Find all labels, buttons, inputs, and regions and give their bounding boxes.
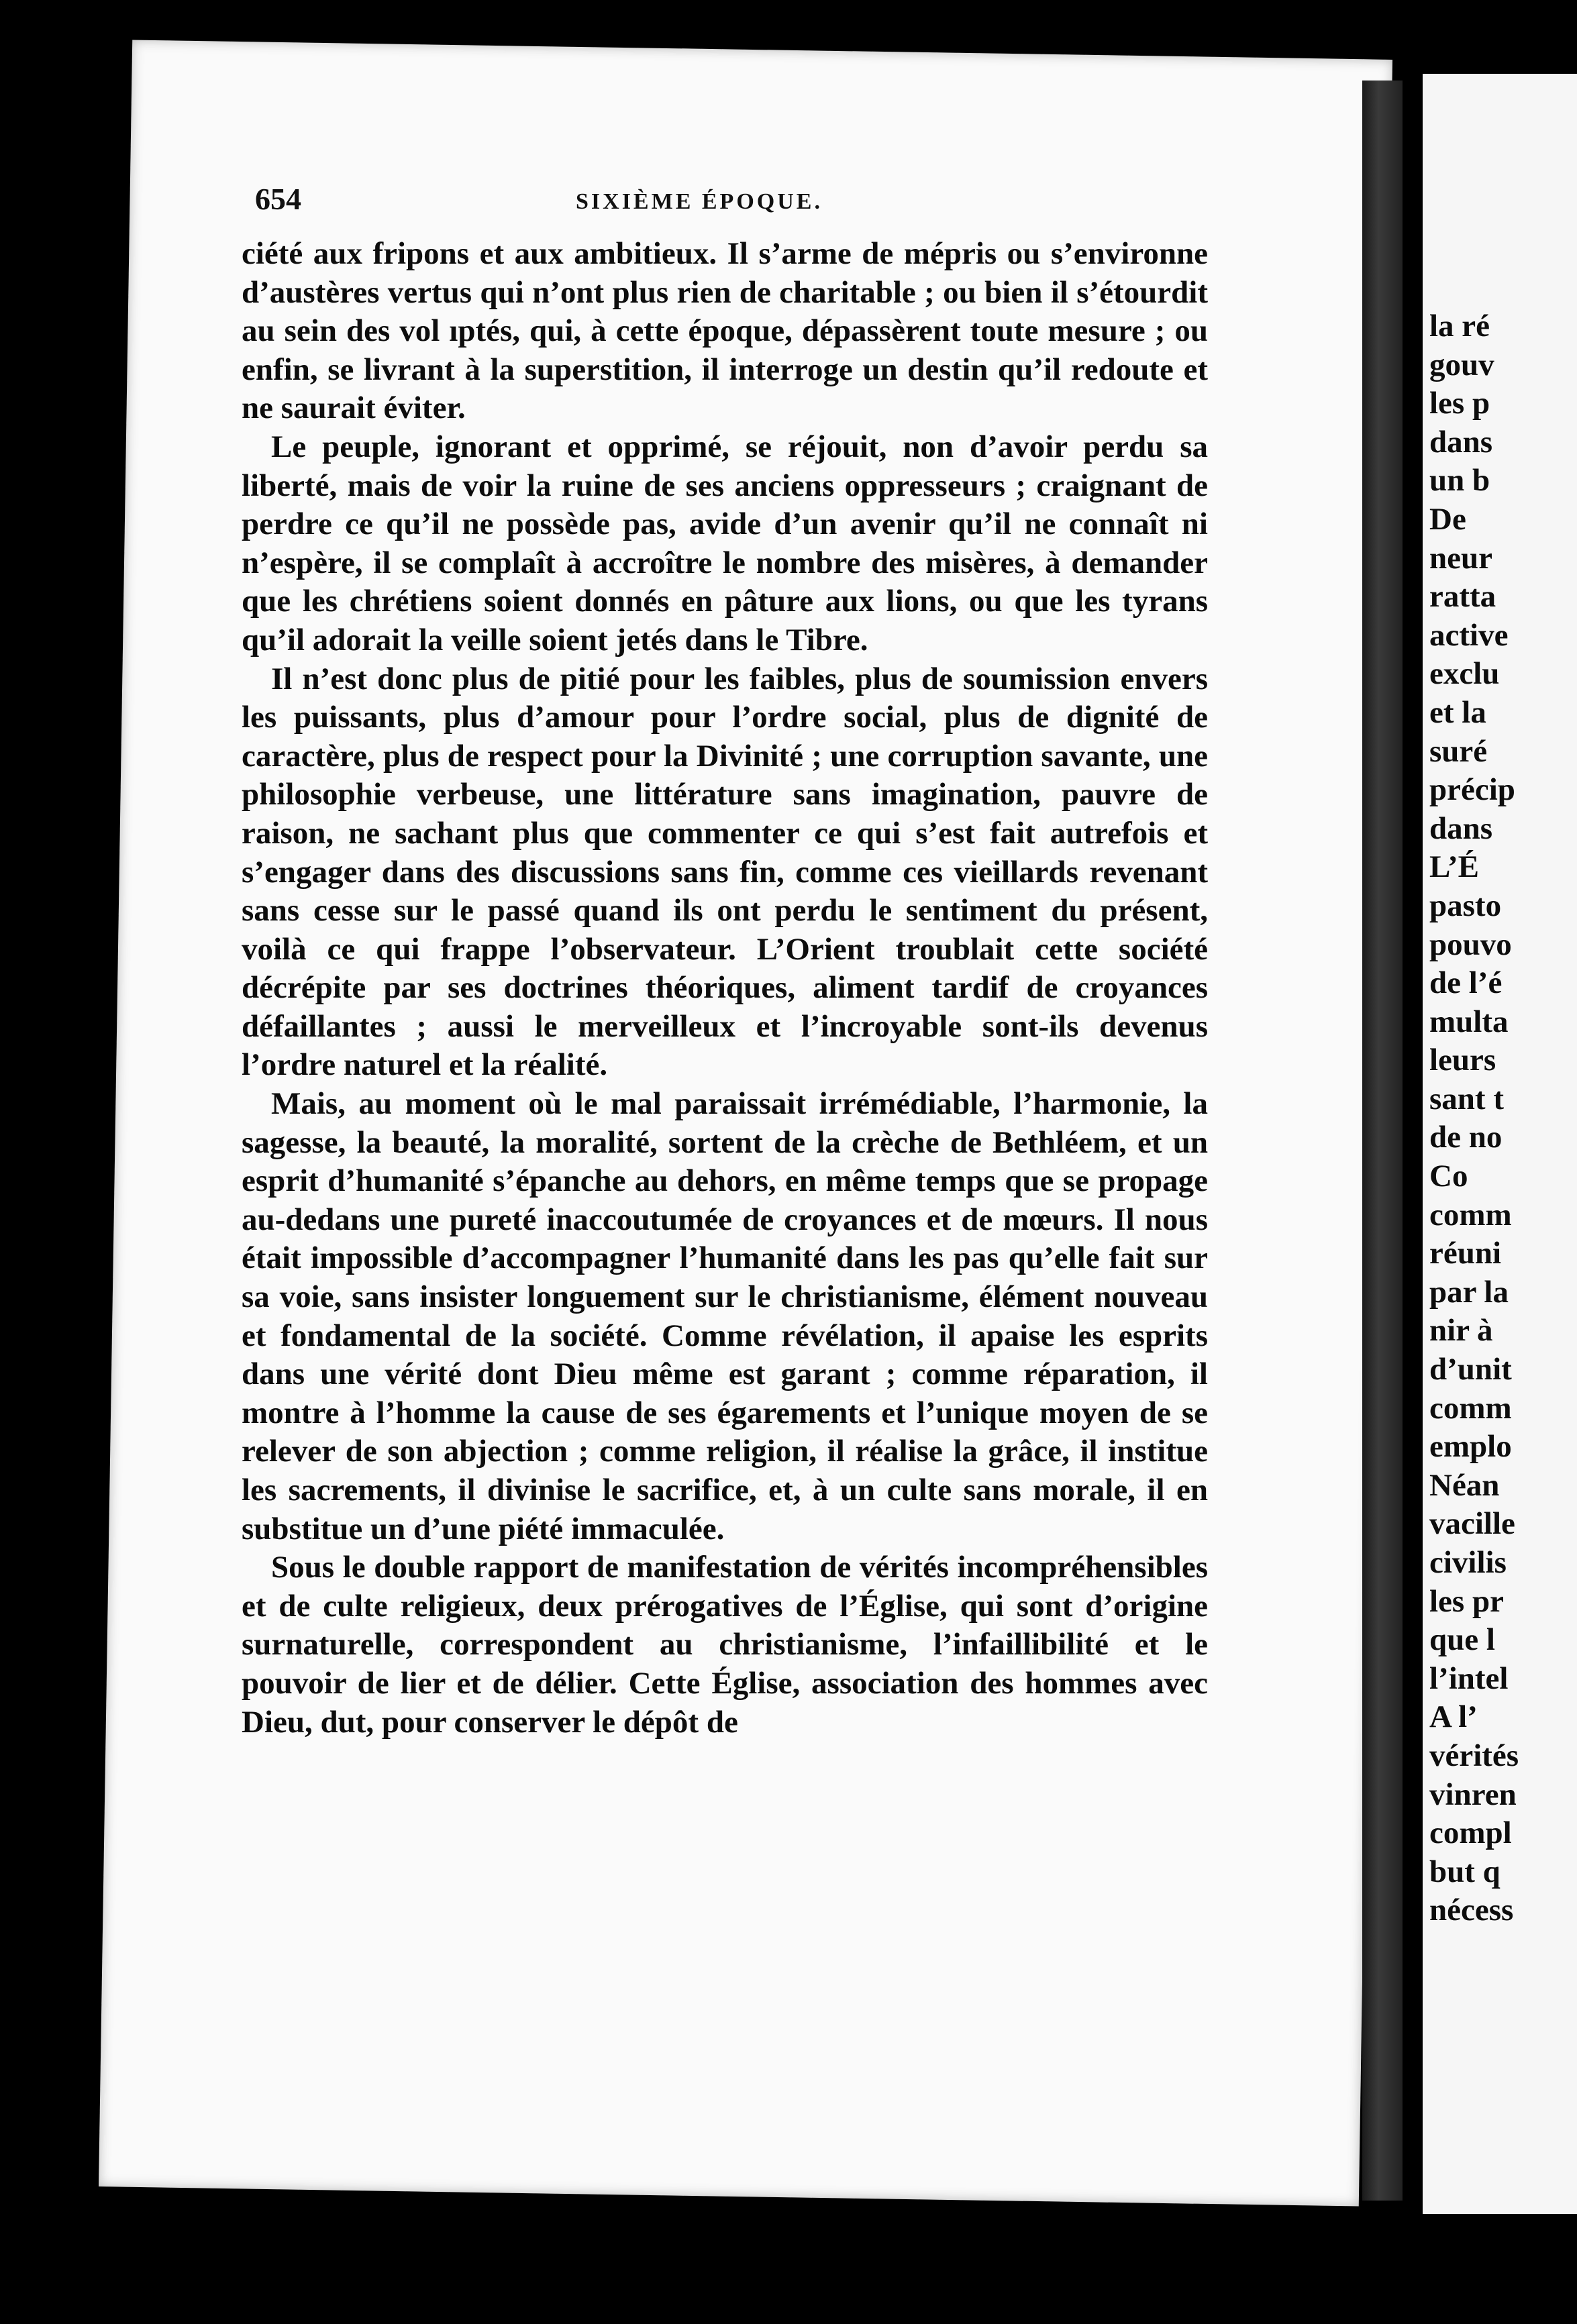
right-page-line: ratta — [1429, 579, 1496, 615]
right-page-line: pouvo — [1429, 927, 1512, 962]
right-page-line: suré — [1429, 733, 1488, 769]
right-page-line: civilis — [1429, 1545, 1507, 1580]
right-page-line: vacille — [1429, 1506, 1515, 1542]
right-page-line: gouv — [1429, 347, 1494, 382]
right-page-line: dans — [1429, 810, 1493, 846]
right-page-line: de l’é — [1429, 965, 1503, 1001]
right-page-line: vinren — [1429, 1777, 1517, 1812]
right-page-line: de no — [1429, 1120, 1503, 1155]
right-page-line: emplo — [1429, 1429, 1512, 1465]
right-page-line: Co — [1429, 1159, 1468, 1194]
right-page-line: De — [1429, 501, 1466, 537]
body-text — [242, 235, 1208, 1742]
right-page-line: précip — [1429, 772, 1515, 808]
right-page-line: comm — [1429, 1197, 1512, 1232]
page-number: 654 — [255, 182, 301, 216]
book-gutter — [1362, 81, 1403, 2201]
right-page-text — [1429, 307, 1577, 1930]
right-page-line: réuni — [1429, 1236, 1502, 1271]
right-page-line: l’intel — [1429, 1660, 1509, 1696]
right-page-line: que l — [1429, 1622, 1495, 1658]
right-page-line: exclu — [1429, 656, 1500, 692]
paragraph: Mais, au moment où le mal paraissait irrémédiable, l’harmonie, la sagesse, la beauté, la moralité, sortent de la crèche de Bethléem, et un esprit d’humanité s’épanche au dehors, en même temps que se propage au-dedans une pureté inaccoutumée de croyances et de mœurs. Il nous était impossible d’accompagner l’humanité dans les pas qu’elle fait sur sa voie, sans insister longuement sur le christianisme, élément nouveau et fondamental de la société. Comme révélation, il apaise les esprits dans une vérité dont Dieu même est garant ; comme réparation, il montre à l’homme la cause de ses égarements et l’unique moyen de se relever de son abjection ; comme religion, il réalise la grâce, il institue les sacrements, il divinise le sacrifice, et, à un culte sans morale, il en substitue un d’une piété immaculée. — [242, 1086, 1208, 1546]
right-page-line: et la — [1429, 694, 1486, 730]
right-page-line: les p — [1429, 386, 1490, 421]
paragraph: Le peuple, ignorant et opprimé, se réjouit, non d’avoir perdu sa liberté, mais de voir la ruine de ses anciens oppresseurs ; craignant de perdre ce qu’il ne possède pas, avide d’un avenir qu’il ne connaît ni n’espère, il se complaît à accroître le nombre des misères, à demander que les chrétiens soient donnés en pâture aux lions, ou que les tyrans qu’il adorait la veille soient jetés dans le Tibre. — [242, 429, 1208, 657]
right-page-line: compl — [1429, 1815, 1512, 1851]
right-page-line: sant t — [1429, 1081, 1504, 1116]
right-page-line: nir à — [1429, 1313, 1493, 1349]
right-page-line: un b — [1429, 463, 1490, 498]
paragraph: Il n’est donc plus de pitié pour les faibles, plus de soumission envers les puissants, plus d’amour pour l’ordre social, plus de dignité de caractère, plus de respect pour la Divinité ; une corruption savante, une philosophie verbeuse, une littérature sans imagination, pauvre de raison, ne sachant plus que commenter ce qui s’est fait autrefois et s’engager dans des discussions sans fin, comme ces vieillards revenant sans cesse sur le passé quand ils ont perdu le sentiment du présent, voilà ce qui frappe l’observateur. L’Orient troublait cette société décrépite par ses doctrines théoriques, aliment tardif de croyances défaillantes ; aussi le merveilleux et l’incroyable sont-ils devenus l’ordre naturel et la réalité. — [242, 661, 1208, 1083]
right-page-line: multa — [1429, 1004, 1509, 1039]
right-page-line: active — [1429, 617, 1509, 653]
right-page-line: les pr — [1429, 1583, 1504, 1619]
right-page-line: Néan — [1429, 1467, 1500, 1503]
right-page-line: comm — [1429, 1390, 1512, 1426]
right-page-line: la ré — [1429, 309, 1490, 344]
right-page-line: par la — [1429, 1274, 1509, 1310]
right-page-line: leurs — [1429, 1043, 1496, 1078]
right-page-line: dans — [1429, 424, 1493, 460]
section-title: SIXIÈME ÉPOQUE. — [576, 189, 823, 214]
right-page-line: d’unit — [1429, 1352, 1512, 1387]
right-page-line: vérités — [1429, 1738, 1519, 1773]
right-page-line: A l’ — [1429, 1699, 1478, 1735]
right-page-line: neur — [1429, 540, 1492, 576]
paragraph: Sous le double rapport de manifestation de vérités incompréhensibles et de culte religieux, deux prérogatives de l’Église, qui sont d’origine surnaturelle, correspondent au christianisme, l’infaillibilité et le pouvoir de lier et de délier. Cette Église, association des hommes avec Dieu, dut, pour conserver le dépôt de — [242, 1550, 1208, 1740]
right-page-line: nécess — [1429, 1893, 1514, 1928]
right-page — [1423, 74, 1577, 2214]
right-page-line: pasto — [1429, 888, 1502, 923]
paragraph: ciété aux fripons et aux ambitieux. Il s’arme de mépris ou s’environne d’austères vertus qui n’ont plus rien de charitable ; ou bien il s’étourdit au sein des vol ıptés, qui, à cette époque, dépassèrent toute mesure ; ou enfin, se livrant à la superstition, il interroge un destin qu’il redoute et ne saurait éviter. — [242, 236, 1208, 426]
right-page-line: L’É — [1429, 849, 1480, 885]
right-page-line: but q — [1429, 1854, 1500, 1889]
running-head — [255, 181, 1168, 228]
